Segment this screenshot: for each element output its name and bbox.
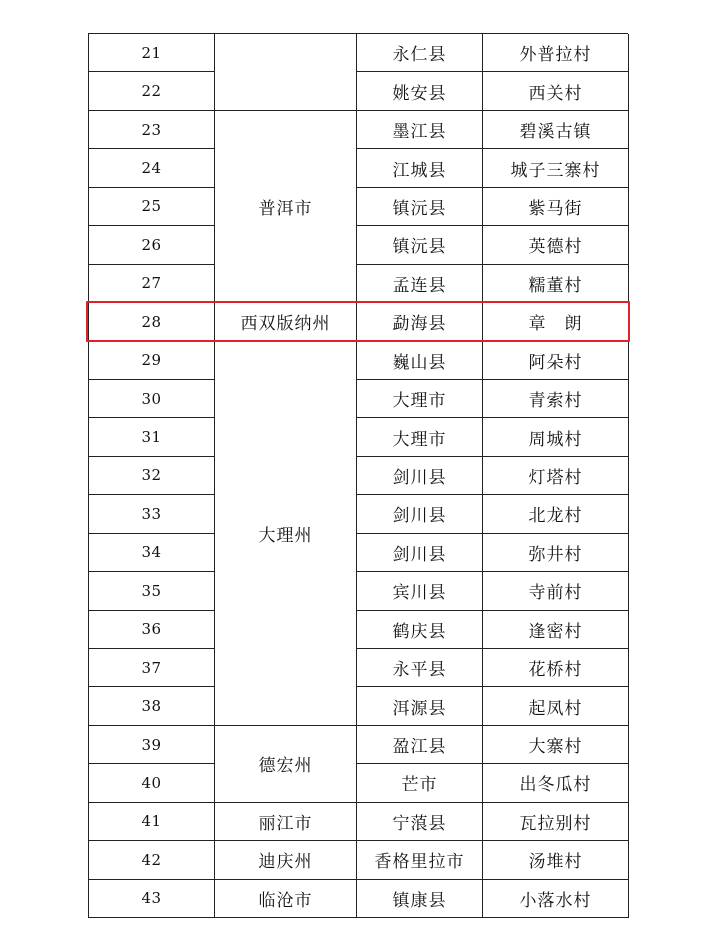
row-number: 24 [89,149,215,187]
row-number: 37 [89,649,215,687]
village-cell: 西关村 [483,72,629,110]
village-cell: 青索村 [483,380,629,418]
city-cell: 临沧市 [215,880,357,918]
village-cell: 瓦拉别村 [483,803,629,841]
row-number: 41 [89,803,215,841]
village-cell: 汤堆村 [483,841,629,879]
row-number: 33 [89,495,215,533]
row-number: 40 [89,764,215,802]
village-cell: 碧溪古镇 [483,111,629,149]
village-cell: 出冬瓜村 [483,764,629,802]
county-cell: 香格里拉市 [357,841,483,879]
row-number: 27 [89,265,215,303]
city-cell: 丽江市 [215,803,357,841]
village-table [88,33,628,918]
county-cell: 剑川县 [357,457,483,495]
row-number: 38 [89,687,215,725]
county-cell: 鹤庆县 [357,611,483,649]
county-cell: 勐海县 [357,303,483,341]
row-number: 43 [89,880,215,918]
village-cell: 阿朵村 [483,341,629,379]
county-cell: 洱源县 [357,687,483,725]
village-cell: 周城村 [483,418,629,456]
row-number: 25 [89,188,215,226]
row-number: 34 [89,534,215,572]
row-number: 31 [89,418,215,456]
county-cell: 镇康县 [357,880,483,918]
row-number: 39 [89,726,215,764]
county-cell: 镇沅县 [357,188,483,226]
village-cell: 紫马街 [483,188,629,226]
village-cell: 外普拉村 [483,34,629,72]
city-cell: 迪庆州 [215,841,357,879]
row-number: 23 [89,111,215,149]
village-cell: 灯塔村 [483,457,629,495]
row-number: 36 [89,611,215,649]
city-cell: 普洱市 [215,111,357,303]
city-cell: 西双版纳州 [215,303,357,341]
village-cell: 逢密村 [483,611,629,649]
village-cell: 英德村 [483,226,629,264]
county-cell: 宾川县 [357,572,483,610]
county-cell: 巍山县 [357,341,483,379]
city-cell: 德宏州 [215,726,357,803]
row-number: 32 [89,457,215,495]
county-cell: 永平县 [357,649,483,687]
county-cell: 墨江县 [357,111,483,149]
row-number: 21 [89,34,215,72]
county-cell: 姚安县 [357,72,483,110]
county-cell: 剑川县 [357,495,483,533]
village-cell: 寺前村 [483,572,629,610]
county-cell: 盈江县 [357,726,483,764]
row-number: 22 [89,72,215,110]
row-number: 28 [89,303,215,341]
county-cell: 宁蒗县 [357,803,483,841]
row-number: 35 [89,572,215,610]
village-cell: 大寨村 [483,726,629,764]
row-number: 29 [89,341,215,379]
county-cell: 镇沅县 [357,226,483,264]
row-number: 42 [89,841,215,879]
county-cell: 江城县 [357,149,483,187]
village-cell: 城子三寨村 [483,149,629,187]
city-cell: 大理州 [215,341,357,725]
county-cell: 芒市 [357,764,483,802]
village-cell: 花桥村 [483,649,629,687]
county-cell: 剑川县 [357,534,483,572]
county-cell: 大理市 [357,418,483,456]
village-cell: 弥井村 [483,534,629,572]
row-number: 26 [89,226,215,264]
village-cell: 糯董村 [483,265,629,303]
row-number: 30 [89,380,215,418]
county-cell: 大理市 [357,380,483,418]
village-cell: 起凤村 [483,687,629,725]
city-cell [215,34,357,111]
village-cell: 小落水村 [483,880,629,918]
village-cell: 北龙村 [483,495,629,533]
county-cell: 孟连县 [357,265,483,303]
village-cell: 章 朗 [483,303,629,341]
county-cell: 永仁县 [357,34,483,72]
